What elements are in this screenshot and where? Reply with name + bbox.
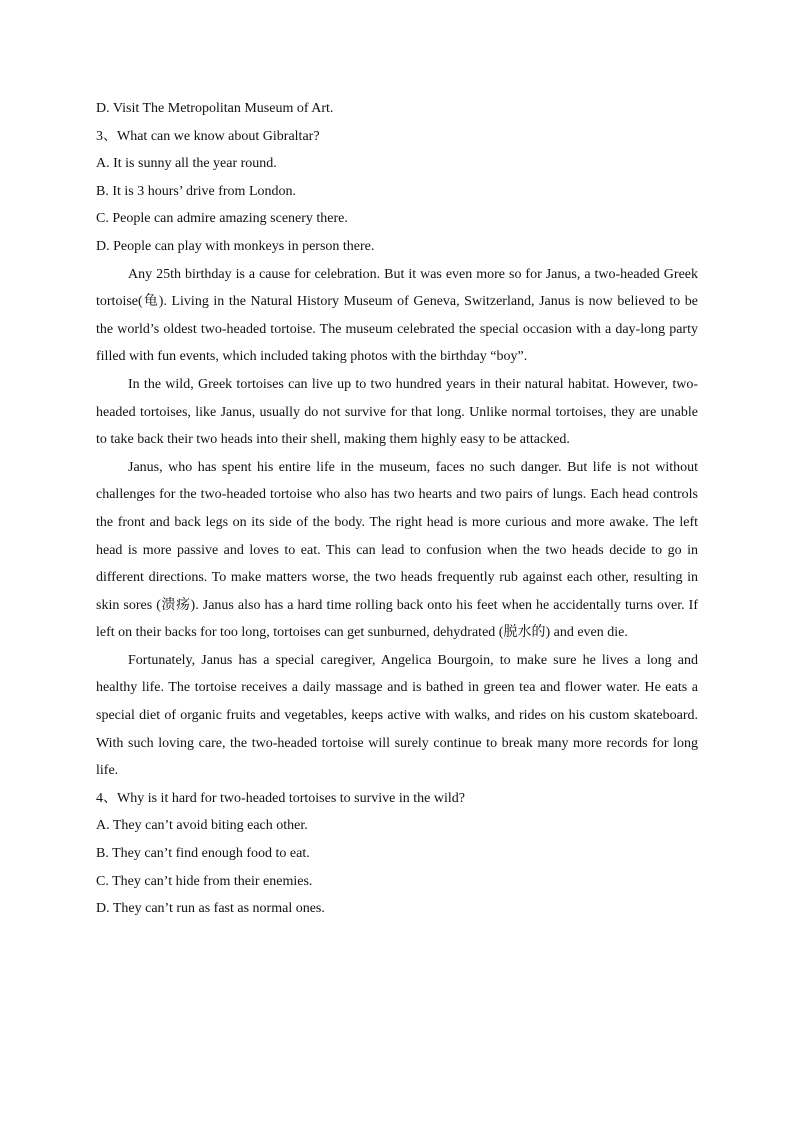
q4-question: 4、Why is it hard for two-headed tortoises to survive in the wild?	[96, 790, 465, 806]
document-page	[96, 95, 698, 923]
q4-option-b: B. They can’t find enough food to eat.	[96, 846, 310, 862]
q2-option-d: D. Visit The Metropolitan Museum of Art.	[96, 101, 334, 116]
question-3	[96, 123, 698, 261]
q3-option-d: D. People can play with monkeys in person there.	[96, 238, 375, 254]
q3-option-c: C. People can admire amazing scenery there.	[96, 211, 348, 227]
q3-option-a: A. It is sunny all the year round.	[96, 156, 277, 172]
passage-paragraph-3: Janus, who has spent his entire life in the museum, faces no such danger. But life is not without challenges for the two-headed tortoise who also has two hearts and two pairs of lungs. Each head controls the front and back legs on its side of the body. The right head is more curious and more awake. The left head is more passive and loves to eat. This can lead to confusion when the two heads decide to go in different directions. To make matters worse, the two heads frequently rub against each other, resulting in skin sores (溃疡). Janus also has a hard time rolling back onto his feet when he accidentally turns over. If left on their backs for too long, tortoises can get sunburned, dehydrated (脱水的) and even die.	[96, 459, 698, 641]
passage-paragraph-1: Any 25th birthday is a cause for celebration. But it was even more so for Janus, a two-headed Greek tortoise(龟). Living in the Natural History Museum of Geneva, Switzerland, Janus is now believed to be the world’s oldest two-headed tortoise. The museum celebrated the special occasion with a day-long party filled with fun events, which included taking photos with the birthday “boy”.	[96, 266, 698, 365]
q3-option-b: B. It is 3 hours’ drive from London.	[96, 183, 296, 199]
passage-paragraph-4: Fortunately, Janus has a special caregiver, Angelica Bourgoin, to make sure he lives a long and healthy life. The tortoise receives a daily massage and is bathed in green tea and flower water. He eats a special diet of organic fruits and vegetables, keeps active with walks, and rides on his custom skateboard. With such loving care, the two-headed tortoise will surely continue to break many more records for long life.	[96, 652, 698, 779]
passage-paragraph-2: In the wild, Greek tortoises can live up to two hundred years in their natural habitat. However, two-headed tortoises, like Janus, usually do not survive for that long. Unlike normal tortoises, they are unable to take back their two heads into their shell, making them highly easy to be attacked.	[96, 376, 698, 448]
q4-option-c: C. They can’t hide from their enemies.	[96, 873, 313, 889]
reading-passage	[96, 261, 698, 785]
q4-option-a: A. They can’t avoid biting each other.	[96, 818, 308, 834]
question-4	[96, 785, 698, 923]
q3-question: 3、What can we know about Gibraltar?	[96, 128, 320, 144]
q4-option-d: D. They can’t run as fast as normal ones.	[96, 901, 325, 917]
